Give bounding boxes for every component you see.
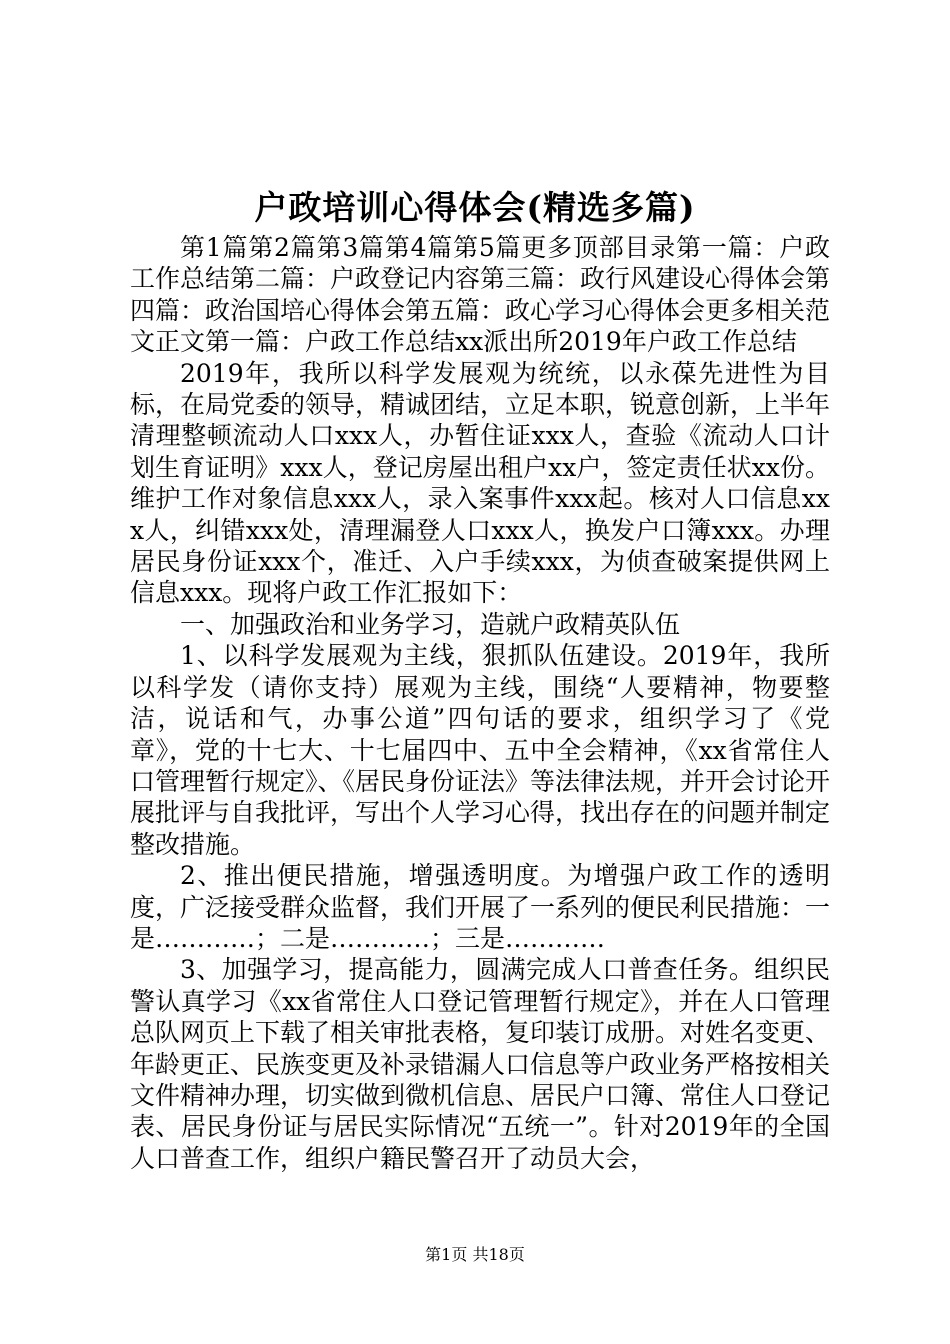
- paragraph-item-1: 1、以科学发展观为主线，狠抓队伍建设。2019年，我所以科学发（请你支持）展观为主线，围绕“人要精神，物要整洁，说话和气，办事公道”四句话的要求，组织学习了《党章》，党的十七大、十七届四中、五中全会精神，《xx省常住人口管理暂行规定》、《居民身份证法》等法律法规，并开会讨论开展批评与自我批评，写出个人学习心得，找出存在的问题并制定整改措施。: [130, 641, 831, 859]
- paragraph-item-3: 3、加强学习，提高能力，圆满完成人口普查任务。组织民警认真学习《xx省常住人口登记管理暂行规定》，并在人口管理总队网页上下载了相关审批表格，复印装订成册。对姓名变更、年龄更正、民族变更及补录错漏人口信息等户政业务严格按相关文件精神办理，切实做到微机信息、居民户口簿、常住人口登记表、居民身份证与居民实际情况“五统一”。针对2019年的全国人口普查工作，组织户籍民警召开了动员大会，: [130, 955, 831, 1173]
- section-heading: 一、加强政治和业务学习，造就户政精英队伍: [180, 609, 681, 639]
- page-number: 第1页: [425, 1245, 468, 1264]
- paragraph-item-2: 2、推出便民措施，增强透明度。为增强户政工作的透明度，广泛接受群众监督，我们开展了一系列的便民利民措施：一是…………；二是…………；三是…………: [130, 861, 831, 953]
- paragraph-toc: 第1篇第2篇第3篇第4篇第5篇更多顶部目录第一篇：户政工作总结第二篇：户政登记内容第三篇：政行风建设心得体会第四篇：政治国培心得体会第五篇：政心学习心得体会更多相关范文正文第一篇：户政工作总结xx派出所2019年户政工作总结: [130, 233, 831, 357]
- document-body: [130, 232, 830, 1174]
- page-total: 共18页: [472, 1245, 525, 1264]
- page-footer: [0, 1244, 950, 1266]
- paragraph-summary: 2019年，我所以科学发展观为统统，以永葆先进性为目标，在局党委的领导，精诚团结，立足本职，锐意创新，上半年清理整顿流动人口xxx人，办暂住证xxx人，查验《流动人口计划生育证明》xxx人，登记房屋出租户xx户，签定责任状xx份。维护工作对象信息xxx人，录入案事件xxx起。核对人口信息xxx人，纠错xxx处，清理漏登人口xxx人，换发户口簿xxx。办理居民身份证xxx个，准迁、入户手续xxx，为侦查破案提供网上信息xxx。现将户政工作汇报如下：: [130, 358, 831, 608]
- document-title: 户政培训心得体会(精选多篇): [254, 188, 696, 227]
